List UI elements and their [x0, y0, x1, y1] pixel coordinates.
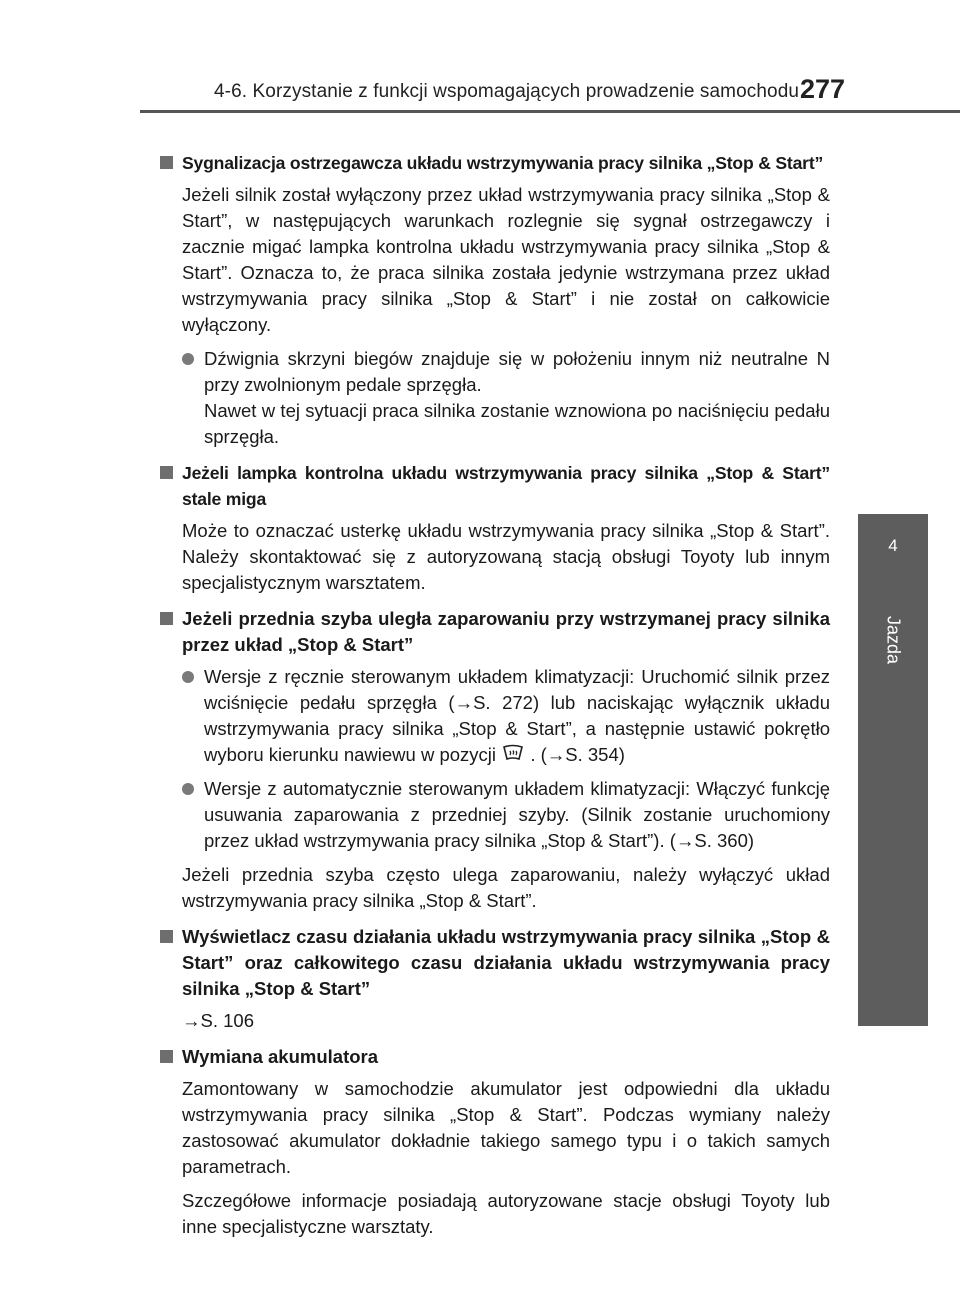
- section-heading: Jeżeli lampka kontrolna układu wstrzymywania pracy silnika „Stop & Start” stale miga: [160, 460, 830, 512]
- section-paragraph: Może to oznaczać usterkę układu wstrzymywania pracy silnika „Stop & Start”. Należy skontaktować się z autoryzowaną stacją obsługi Toyoty lub innym specjalistycznym warsztatem.: [182, 520, 830, 593]
- chapter-tab-label: Jazda: [883, 616, 904, 665]
- bullet-text: Dźwignia skrzyni biegów znajduje się w położeniu innym niż neutralne N przy zwolnionym pedale sprzęgła.: [204, 348, 830, 395]
- page-reference: . (→S. 354): [530, 744, 625, 765]
- page-number: 277: [800, 74, 846, 104]
- square-marker-icon: [160, 466, 173, 479]
- list-item: [160, 776, 830, 854]
- square-marker-icon: [160, 930, 173, 943]
- square-marker-icon: [160, 1050, 173, 1063]
- section-paragraph: Jeżeli przednia szyba często ulega zaparowaniu, należy wyłączyć układ wstrzymywania pracy silnika „Stop & Start”.: [182, 864, 830, 911]
- section-windshield-fogged: [160, 606, 830, 914]
- section-heading: Sygnalizacja ostrzegawcza układu wstrzymywania pracy silnika „Stop & Start”: [160, 150, 830, 176]
- section-battery-replacement: [160, 1044, 830, 1240]
- round-bullet-icon: [182, 671, 194, 683]
- section-paragraph: Jeżeli silnik został wyłączony przez układ wstrzymywania pracy silnika „Stop & Start”, w następujących warunkach rozlegnie się sygnał ostrzegawczy i zacznie migać lampka kontrolna układu wstrzymywania pracy silnika „Stop & Start”. Oznacza to, że praca silnika została jedynie wstrzymana przez układ wstrzymywania pracy silnika „Stop & Start” i nie został on całkowicie wyłączony.: [182, 184, 830, 335]
- page-content: [160, 150, 830, 1250]
- section-operating-time-display: [160, 924, 830, 1034]
- chapter-tab-number: 4: [888, 536, 898, 555]
- list-item: [160, 664, 830, 768]
- section-paragraph: Zamontowany w samochodzie akumulator jest odpowiedni dla układu wstrzymywania pracy silnika „Stop & Start”. Podczas wymiany należy zastosować akumulator dokładnie takiego samego typu i o takich samych parametrach.: [182, 1078, 830, 1177]
- chapter-tab: [858, 514, 928, 586]
- list-item: [160, 346, 830, 450]
- square-marker-icon: [160, 156, 173, 169]
- bullet-text: Wersje z ręcznie sterowanym układem klimatyzacji: Uruchomić silnik przez wciśnięcie pedału sprzęgła (→S. 272) lub naciskając wyłącznik układu wstrzymywania pracy silnika „Stop & Start”, a następnie ustawić pokrętło wyboru kierunku nawiewu w pozycji: [204, 666, 830, 765]
- section-indicator-flashing: [160, 460, 830, 596]
- page-header: [0, 0, 960, 110]
- bullet-note: Nawet w tej sytuacji praca silnika zostanie wznowiona po naciśnięciu pedału sprzęgła.: [204, 400, 830, 447]
- round-bullet-icon: [182, 353, 194, 365]
- page-reference: →S. 106: [182, 1010, 254, 1031]
- section-paragraph: Szczegółowe informacje posiadają autoryzowane stacje obsługi Toyoty lub inne specjalistyczne warsztaty.: [182, 1190, 830, 1237]
- section-heading: Jeżeli przednia szyba uległa zaparowaniu przy wstrzymanej pracy silnika przez układ „Stop & Start”: [160, 606, 830, 658]
- round-bullet-icon: [182, 783, 194, 795]
- section-warning-signal: [160, 150, 830, 450]
- windshield-defog-icon: [501, 744, 525, 764]
- section-heading: Wymiana akumulatora: [160, 1044, 830, 1070]
- square-marker-icon: [160, 612, 173, 625]
- section-heading: Wyświetlacz czasu działania układu wstrzymywania pracy silnika „Stop & Start” oraz całkowitego czasu działania układu wstrzymywania pracy silnika „Stop & Start”: [160, 924, 830, 1002]
- bullet-text: Wersje z automatycznie sterowanym układem klimatyzacji: Włączyć funkcję usuwania zaparowania z przedniej szyby. (Silnik zostanie uruchomiony przez układ wstrzymywania pracy silnika „Stop & Start”). (→S. 360): [204, 778, 830, 851]
- header-divider: [140, 110, 960, 113]
- chapter-title: 4-6. Korzystanie z funkcji wspomagających prowadzenie samochodu: [214, 81, 800, 102]
